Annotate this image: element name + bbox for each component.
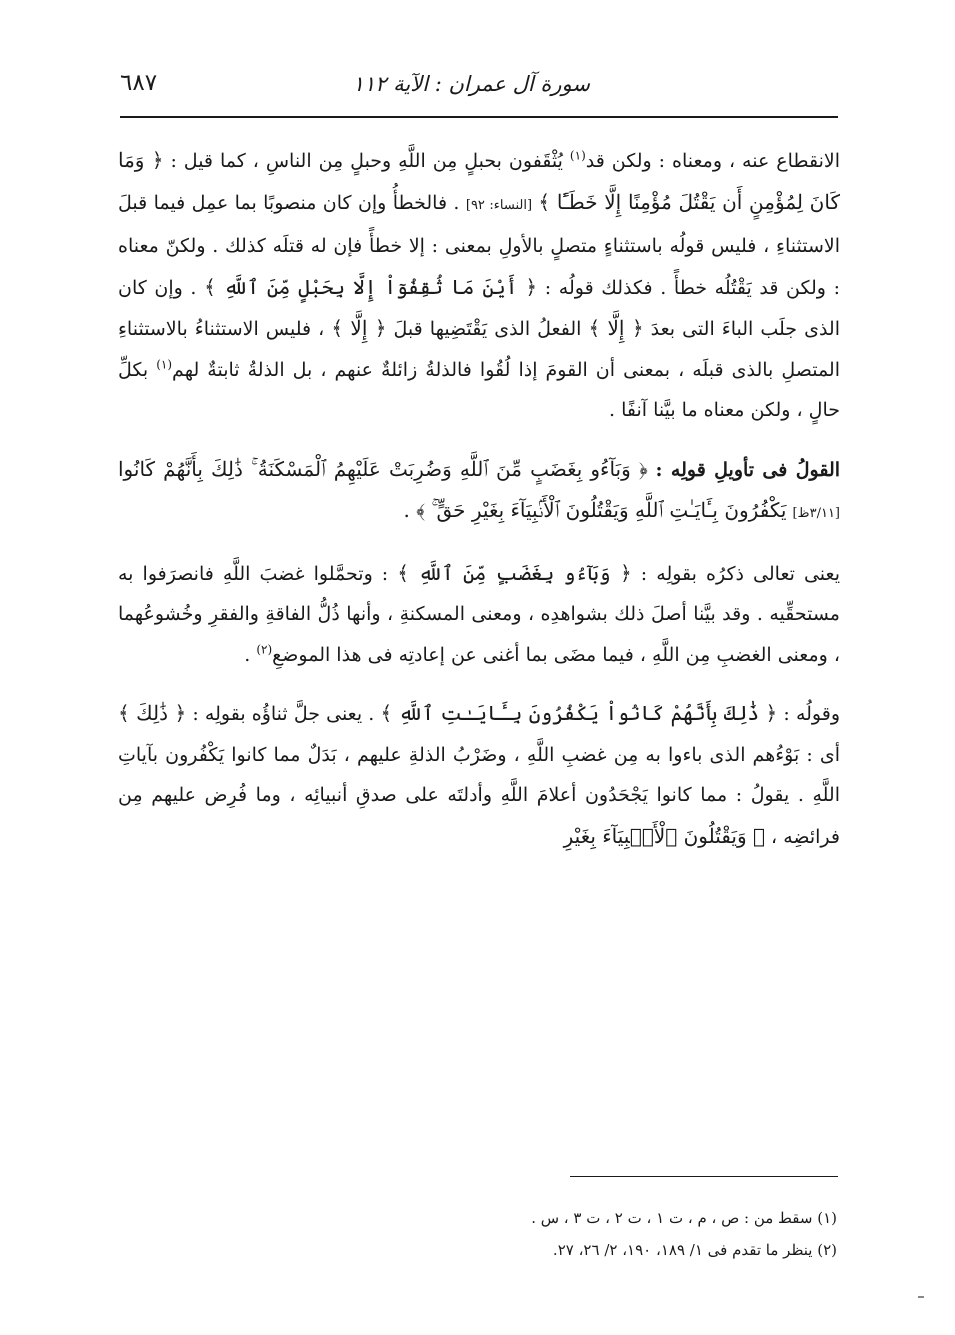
- header-divider: [120, 116, 838, 118]
- footnote-marker-1: (١): [569, 148, 586, 163]
- text-segment: أى : بَوْءُهم الذى باءوا به مِن غضبِ اللَّهِ ، وضَرْبُ الذلةِ عليهم ، بَدَلٌ مما كانوا يَكْفُرون بآياتِ اللَّهِ . يقولُ : مما كانوا يَجْحَدُون أعلامَ اللَّهِ وأدلتَه على صدقِ أنبيائِه ، وما فُرِض عليهم مِن فرائضِه ،: [118, 743, 840, 848]
- page-number: ٦٨٧: [120, 70, 158, 96]
- quran-quote: ﴿ وَمَا كَانَ لِمُؤْمِنٍ أَن يَقْتُلَ مُؤْمِنًا إِلَّا خَطَـًٔا ﴾: [118, 148, 840, 214]
- paragraph-gap: [118, 675, 840, 693]
- main-text: [118, 140, 840, 857]
- paragraph-gap: [118, 535, 840, 553]
- text-segment: .: [244, 643, 251, 666]
- surah-verse-title: سورة آل عمران : الآية ١١٢: [352, 72, 590, 96]
- quran-quote: ﴿ وَيَقْتُلُونَ ٱلْأَنۢبِيَآءَ بِغَيْرِ: [563, 823, 765, 848]
- text-segment: . يعنى جلَّ ثناؤُه بقولِه :: [192, 703, 375, 725]
- quran-quote: يَكْفُرُونَ بِـَٔايَـٰتِ ٱللَّهِ وَيَقْتُلُونَ ٱلْأَنۢبِيَآءَ بِغَيْرِ حَقٍّ ۚ ﴾ .: [403, 498, 787, 522]
- section-heading-paragraph: [118, 449, 840, 535]
- text-segment: . وإن كان الذى جلَب الباءَ التى بعدَ: [118, 276, 840, 340]
- quran-quote: ﴿ ذَٰلِكَ بِأَنَّهُمْ كَانُواْ يَكْفُرُونَ بِـَٔايَـٰتِ ٱللَّهِ ﴾: [380, 701, 778, 725]
- section-heading: القولُ فى تأويلِ قولِه :: [655, 458, 841, 481]
- footnotes: [137, 1202, 837, 1266]
- verse-reference: [النساء: ٩٢]: [465, 197, 533, 213]
- paragraph-gap: [118, 431, 840, 449]
- quran-quote: ﴿ ذَٰلِكَ ﴾: [118, 701, 187, 725]
- quran-quote: ﴿ أَيْنَ مَا ثُقِفُوٓاْ إِلَّا بِحَبْلٍ مِّنَ ٱللَّهِ ﴾: [204, 274, 538, 299]
- running-header: [120, 64, 835, 104]
- text-segment: : وتحمَّلوا غضبَ اللَّهِ فانصرَفوا به مستحقِّيه . وقد بيَّنا أصلَ ذلك بشواهدِه ، ومعنى المسكنةِ ، وأنها ذُلُّ الفاقةِ والفقرِ وخُشوعُهما ، ومعنى الغضبِ مِن اللَّهِ ، فيما مضَى بما أغنى عن إعادتِه فى هذا الموضعِ: [118, 562, 840, 666]
- text-segment: . فالخطأُ وإن كان منصوبًا بما عمِل فيما قبلَ الاستثناءِ ، فليس قولُه باستثناءٍ متصلٍ بالأولِ بمعنى : إلا خطأً فإن له قتلَه كذلك . ولكنّ معناه : ولكن قد يَقْتُلُه خطأً . فكذلك قولُه :: [118, 191, 840, 299]
- footnote-marker-2: (٢): [256, 642, 273, 657]
- footnote-divider: [570, 1176, 838, 1177]
- quran-quote: ﴿ وَبَآءُو بِغَضَبٍ مِّنَ ٱللَّهِ وَضُرِبَتْ عَلَيْهِمُ ٱلْمَسْكَنَةُ ۚ ذَٰلِكَ بِأَنَّهُمْ كَانُوا: [118, 456, 648, 481]
- footnote-1: (١) سقط من : ص ، م ، ت ١ ، ت ٢ ، ت ٣ ، س .: [531, 1209, 837, 1227]
- text-segment: بكلِّ حالٍ ، ولكن معناه ما بيَّنا آنفًا .: [118, 358, 840, 421]
- quran-quote: ﴿ وَبَآءُو بِغَضَبٍ مِّنَ ٱللَّهِ ﴾: [397, 560, 632, 585]
- text-segment: ، فليس الاستثناءُ بالاستثناءِ المتصلِ بالذى قبلَه ، بمعنى أن القومَ إذا لُقُوا فالذلةُ زائلةٌ عنهم ، بل الذلةُ ثابتةٌ لهم: [118, 318, 840, 381]
- paragraph-1: [118, 140, 840, 431]
- quran-quote: ﴿ إِلَّا ﴾: [331, 316, 387, 340]
- paragraph-2: [118, 553, 840, 676]
- text-segment: الانقطاع عنه ، ومعناه : ولكن قد: [585, 150, 841, 172]
- text-segment: الفعلُ الذى يَقْتَضِيها قبلَ: [393, 318, 582, 340]
- footnote-marker-1b: (١): [156, 357, 173, 372]
- text-segment: يُثْقَفون بحبلٍ مِن اللَّهِ وحبلٍ مِن الناسِ ، كما قيل :: [170, 150, 563, 172]
- quran-quote: ﴿ إِلَّا ﴾: [588, 316, 644, 340]
- text-segment: يعنى تعالى ذكرُه بقولِه :: [640, 562, 840, 585]
- footnote-2: (٢) ينظر ما تقدم فى ١/ ١٨٩، ١٩٠، ٢/ ٢٦، ٢٧.: [552, 1241, 837, 1259]
- scan-mark: [918, 1296, 924, 1298]
- text-segment: وقولُه :: [783, 703, 840, 725]
- paragraph-3: [118, 693, 840, 857]
- manuscript-reference: [٣/١١ظ]: [792, 506, 840, 521]
